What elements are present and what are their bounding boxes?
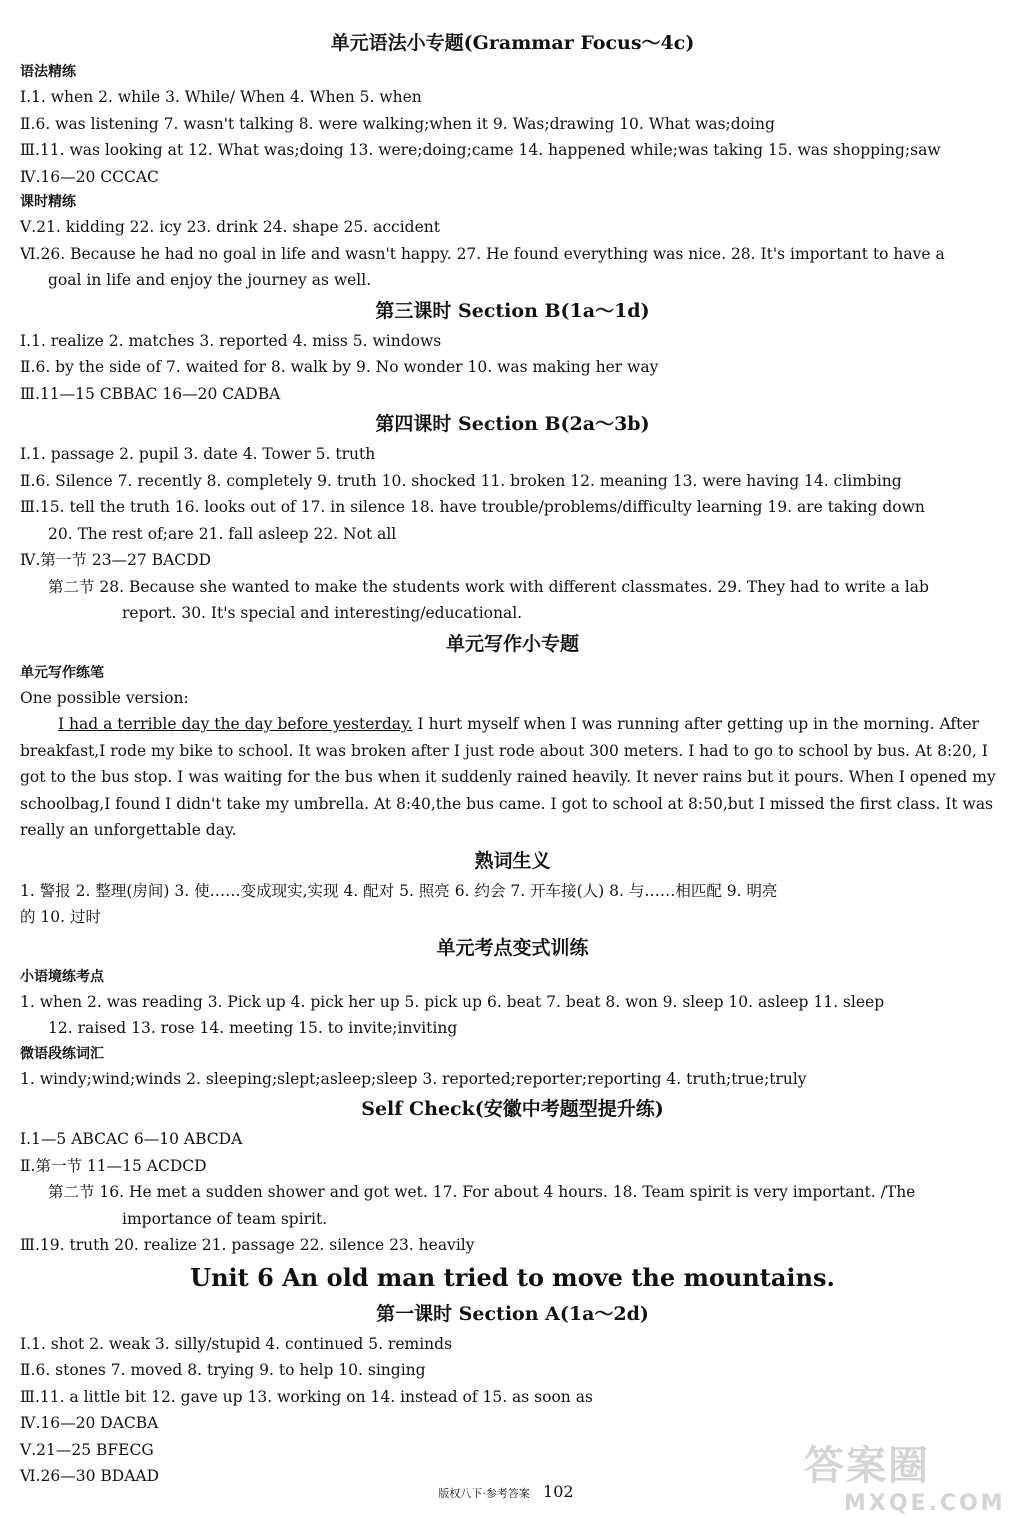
answer-line: 1. windy;wind;winds 2. sleeping;slept;asleep;sleep 3. reported;reporter;reporting 4. truth;true;truly bbox=[20, 1069, 807, 1088]
answer-line: Ⅱ.第一节 11—15 ACDCD bbox=[20, 1156, 207, 1175]
page-number: 102 bbox=[543, 1482, 574, 1501]
answer-line: Ⅳ.16—20 CCCAC bbox=[20, 167, 159, 186]
section-title: Self Check(安徽中考题型提升练) bbox=[361, 1098, 664, 1120]
answer-line: Ⅰ.1. when 2. while 3. While/ When 4. When 5. when bbox=[20, 88, 422, 106]
answer-line: goal in life and enjoy the journey as well. bbox=[48, 271, 372, 289]
essay-topic-sentence: I had a terrible day the day before yesterday. bbox=[58, 715, 413, 733]
answer-line: 第二节 16. He met a sudden shower and got wet. 17. For about 4 hours. 18. Team spirit is very important. /The bbox=[48, 1183, 916, 1201]
answer-line: Ⅵ.26—30 BDAAD bbox=[20, 1467, 160, 1485]
section-title: 第三课时 Section B(1a～1d) bbox=[375, 299, 650, 322]
answer-line: Ⅱ.6. Silence 7. recently 8. completely 9. truth 10. shocked 11. broken 12. meaning 13. were having 14. climbing bbox=[20, 471, 902, 490]
answer-line: 第二节 28. Because she wanted to make the students work with different classmates. 29. They had to write a lab bbox=[48, 577, 929, 596]
section-title: Unit 6 An old man tried to move the mountains. bbox=[190, 1262, 835, 1292]
answer-line: Ⅲ.19. truth 20. realize 21. passage 22. silence 23. heavily bbox=[20, 1236, 475, 1254]
subsection-heading: 课时精练 bbox=[20, 194, 76, 210]
footer-label: 版权八下·参考答案 bbox=[438, 1487, 530, 1500]
answer-line: Ⅰ.1. realize 2. matches 3. reported 4. miss 5. windows bbox=[20, 331, 442, 350]
subsection-heading: 单元写作练笔 bbox=[20, 664, 104, 681]
subsection-heading: 小语境练考点 bbox=[20, 968, 104, 985]
answer-line: 1. 警报 2. 整理(房间) 3. 使……变成现实,实现 4. 配对 5. 照亮 6. 约会 7. 开车接(人) 8. 与……相匹配 9. 明亮 bbox=[20, 881, 778, 900]
watermark-url: MXQE.COM bbox=[844, 1491, 1006, 1516]
answer-line: Ⅴ.21. kidding 22. icy 23. drink 24. shape 25. accident bbox=[20, 218, 440, 236]
answer-line: importance of team spirit. bbox=[122, 1209, 328, 1228]
answer-line: One possible version: bbox=[20, 688, 189, 707]
subsection-heading: 语法精练 bbox=[20, 64, 76, 80]
section-title: 单元考点变式训练 bbox=[436, 936, 589, 959]
answer-line: 的 10. 过时 bbox=[20, 908, 102, 926]
answer-line: Ⅲ.11. a little bit 12. gave up 13. working on 14. instead of 15. as soon as bbox=[20, 1387, 593, 1406]
watermark-text: 答案圈 bbox=[804, 1443, 930, 1489]
answer-line: Ⅳ.16—20 DACBA bbox=[20, 1414, 159, 1432]
answer-line: Ⅰ.1. shot 2. weak 3. silly/stupid 4. continued 5. reminds bbox=[20, 1334, 453, 1353]
subsection-heading: 微语段练词汇 bbox=[20, 1045, 104, 1062]
answer-line: Ⅱ.6. stones 7. moved 8. trying 9. to help 10. singing bbox=[20, 1361, 426, 1379]
section-title: 单元语法小专题(Grammar Focus～4c) bbox=[330, 32, 695, 54]
essay-body: I hurt myself when I was running after getting up in the morning. After breakfast,I rode my bike to school. It was broken after I just rode about 300 meters. I had to go to school by bus. At 8:20, I got to the bus stop. I was waiting for the bus when it suddenly rained heavily. It never rains but it pours. When I opened my schoolbag,I found I didn't take my umbrella. At 8:40,the bus came. I got to school at 8:50,but I missed the first class. It was really an unforgettable day. bbox=[20, 715, 996, 839]
section-title: 第四课时 Section B(2a～3b) bbox=[375, 413, 650, 435]
answer-line: 1. when 2. was reading 3. Pick up 4. pick her up 5. pick up 6. beat 7. beat 8. won 9. sleep 10. asleep 11. sleep bbox=[20, 992, 885, 1011]
section-title: 第一课时 Section A(1a～2d) bbox=[376, 1302, 649, 1325]
answer-page bbox=[20, 26, 1005, 1490]
answer-line: Ⅱ.6. by the side of 7. waited for 8. walk by 9. No wonder 10. was making her way bbox=[20, 358, 659, 376]
essay-paragraph bbox=[20, 711, 1005, 844]
answer-line: Ⅵ.26. Because he had no goal in life and wasn't happy. 27. He found everything was nice. 28. It's important to have a bbox=[20, 244, 945, 263]
answer-line: Ⅳ.第一节 23—27 BACDD bbox=[20, 551, 212, 569]
answer-line: Ⅲ.15. tell the truth 16. looks out of 17. in silence 18. have trouble/problems/difficulty learning 19. are taking down bbox=[20, 498, 925, 516]
section-title: 熟词生义 bbox=[474, 849, 551, 872]
answer-line: Ⅱ.6. was listening 7. wasn't talking 8. were walking;when it 9. Was;drawing 10. What was;doing bbox=[20, 114, 775, 133]
answer-line: report. 30. It's special and interesting/educational. bbox=[122, 604, 523, 622]
answer-line: Ⅰ.1—5 ABCAC 6—10 ABCDA bbox=[20, 1130, 243, 1148]
answer-line: 12. raised 13. rose 14. meeting 15. to invite;inviting bbox=[48, 1019, 458, 1037]
section-title: 单元写作小专题 bbox=[445, 632, 579, 655]
answer-line: 20. The rest of;are 21. fall asleep 22. Not all bbox=[48, 524, 397, 543]
answer-line: Ⅲ.11. was looking at 12. What was;doing 13. were;doing;came 14. happened while;was taking 15. was shopping;saw bbox=[20, 141, 941, 159]
answer-line: Ⅲ.11—15 CBBAC 16—20 CADBA bbox=[20, 384, 281, 403]
watermark-logo bbox=[804, 1434, 1006, 1530]
answer-line: Ⅰ.1. passage 2. pupil 3. date 4. Tower 5. truth bbox=[20, 445, 376, 463]
answer-line: Ⅴ.21—25 BFECG bbox=[20, 1440, 154, 1459]
